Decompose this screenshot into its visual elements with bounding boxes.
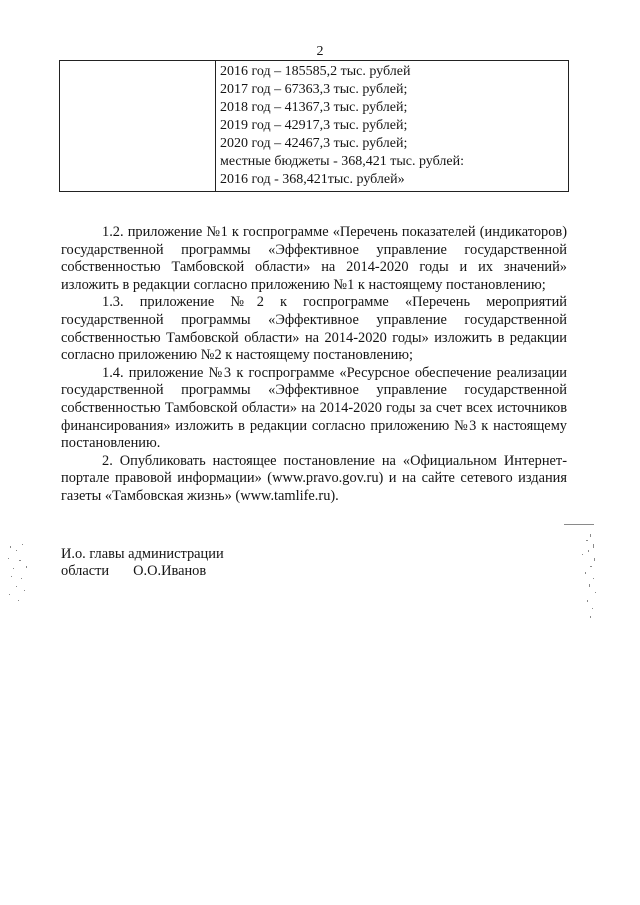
funding-line: 2019 год – 42917,3 тыс. рублей; <box>220 118 408 133</box>
paragraph-1-3: 1.3. приложение №2 к госпрограмме «Перечень мероприятий государственной программы «Эффективное управление государственной собственностью Тамбовской области» на 2014-2020 годы» изложить в редакции согласно приложению №2 к настоящему постановлению; <box>61 294 567 364</box>
paragraph-1-4: 1.4. приложение №3 к госпрограмме «Ресурсное обеспечение реализации государственной программы «Эффективное управление государственной собственностью Тамбовской области» на 2014-2020 годы за счет всех источников финансирования» изложить в редакции согласно приложению №3 к настоящему постановлению. <box>61 364 567 452</box>
scan-noise-right <box>560 520 600 630</box>
funding-line: 2017 год – 67363,3 тыс. рублей; <box>220 82 408 97</box>
page-number: 2 <box>316 44 324 59</box>
signatory-name: О.О.Иванов <box>133 563 207 579</box>
signature-block <box>61 546 224 580</box>
signatory-title: И.о. главы администрации <box>61 546 224 562</box>
funding-line: 2016 год – 185585,2 тыс. рублей <box>220 64 411 79</box>
funding-table <box>59 60 569 192</box>
table-empty-cell <box>60 61 216 192</box>
paragraph-2: 2. Опубликовать настоящее постановление на «Официальном Интернет-портале правовой информации» (www.pravo.gov.ru) и на сайте сетевого издания газеты «Тамбовская жизнь» (www.tamlife.ru). <box>61 452 567 504</box>
document-body <box>61 224 567 506</box>
funding-line: 2016 год - 368,421тыс. рублей» <box>220 172 405 187</box>
table-funding-cell <box>216 61 569 192</box>
funding-line: 2018 год – 41367,3 тыс. рублей; <box>220 100 408 115</box>
funding-line: местные бюджеты - 368,421 тыс. рублей: <box>220 154 464 169</box>
funding-line: 2020 год – 42467,3 тыс. рублей; <box>220 136 408 151</box>
paragraph-1-2: 1.2. приложение №1 к госпрограмме «Перечень показателей (индикаторов) государственной программы «Эффективное управление государственной собственностью Тамбовской области» на 2014-2020 годы и их значений» изложить в редакции согласно приложению №1 к настоящему постановлению; <box>61 224 567 293</box>
signatory-title-region: области <box>61 563 110 579</box>
scan-noise-left <box>2 540 38 610</box>
